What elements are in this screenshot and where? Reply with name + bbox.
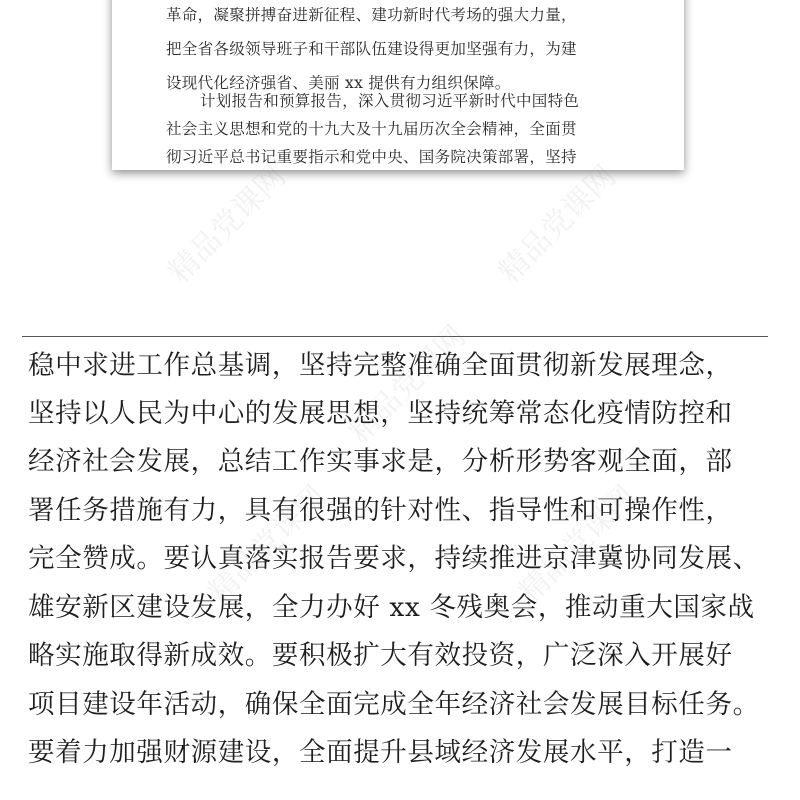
body-line: 要着力加强财源建设，全面提升县域经济发展水平，打造一 xyxy=(28,737,733,768)
page-divider xyxy=(22,336,768,337)
preview-line: 社会主义思想和党的十九大及十九届历次全会精神，全面贯 xyxy=(166,120,577,138)
preview-line: 计划报告和预算报告，深入贯彻习近平新时代中国特色 xyxy=(200,92,580,110)
preview-line: 彻习近平总书记重要指示和党中央、国务院决策部署，坚持 xyxy=(166,148,577,166)
watermark: 精品党课网 xyxy=(202,479,333,610)
preview-line: 革命，凝聚拼搏奋进新征程、建功新时代考场的强大力量， xyxy=(166,6,577,24)
body-line: 完全赞成。要认真落实报告要求，持续推进京津冀协同发展、 xyxy=(28,543,760,574)
body-line: 署任务措施有力，具有很强的针对性、指导性和可操作性， xyxy=(28,495,733,526)
body-line: 雄安新区建设发展，全力办好 xx 冬残奥会，推动重大国家战 xyxy=(28,592,755,623)
body-line: 项目建设年活动，确保全面完成全年经济社会发展目标任务。 xyxy=(28,689,760,720)
document-preview-card xyxy=(112,0,684,170)
body-line: 坚持以人民为中心的发展思想，坚持统筹常态化疫情防控和 xyxy=(28,398,733,429)
body-line: 稳中求进工作总基调，坚持完整准确全面贯彻新发展理念， xyxy=(28,350,733,381)
body-line: 经济社会发展，总结工作实事求是，分析形势客观全面，部 xyxy=(28,446,733,477)
watermark: 精品党课网 xyxy=(512,479,643,610)
body-line: 略实施取得新成效。要积极扩大有效投资，广泛深入开展好 xyxy=(28,640,733,671)
preview-line: 设现代化经济强省、美丽 xx 提供有力组织保障。 xyxy=(166,74,511,92)
preview-line: 把全省各级领导班子和干部队伍建设得更加坚强有力，为建 xyxy=(166,40,577,58)
watermark: 精品党课网 xyxy=(342,319,473,450)
watermark: 精品党课网 xyxy=(492,159,623,290)
watermark: 精品党课网 xyxy=(162,159,293,290)
